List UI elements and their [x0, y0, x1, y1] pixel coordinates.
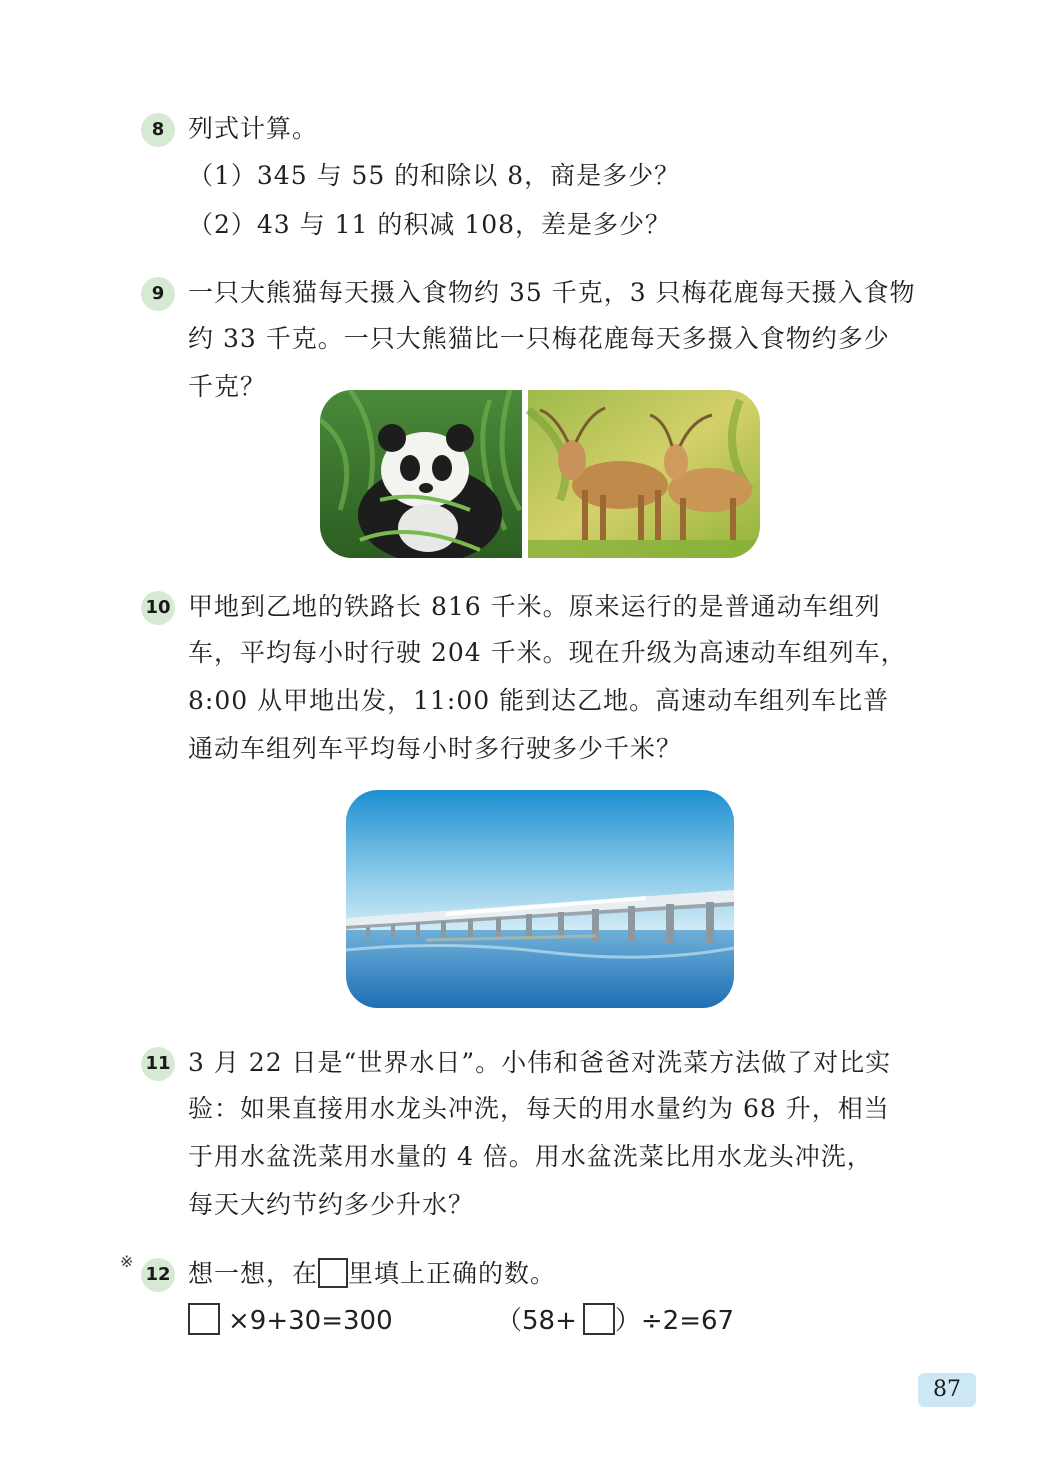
railway-bridge-photo: [346, 790, 734, 1008]
question-text-line: 8:00 从甲地出发，11:00 能到达乙地。高速动车组列车比普: [188, 686, 890, 715]
question-number-badge: 9: [141, 277, 175, 311]
question-title-before: 想一想，在: [188, 1259, 319, 1288]
equation-1-text: ×9+30=300: [228, 1306, 393, 1336]
question-text-line: 约 33 千克。一只大熊猫比一只梅花鹿每天多摄入食物约多少: [188, 324, 890, 353]
optional-question-mark: ※: [120, 1252, 134, 1271]
question-number-badge: 11: [141, 1047, 175, 1081]
panda-deer-photo: [320, 390, 760, 558]
question-text-line: 甲地到乙地的铁路长 816 千米。原来运行的是普通动车组列: [188, 592, 881, 621]
question-text-line: 车，平均每小时行驶 204 千米。现在升级为高速动车组列车，: [188, 638, 907, 667]
question-number-badge: 8: [141, 113, 175, 147]
question-text-line: 3 月 22 日是“世界水日”。小伟和爸爸对洗菜方法做了对比实: [188, 1048, 892, 1077]
answer-box[interactable]: [188, 1303, 220, 1335]
bridge-illustration: [346, 790, 734, 1008]
question-number-badge: 12: [141, 1258, 175, 1292]
question-text-line: 验：如果直接用水龙头冲洗，每天的用水量约为 68 升，相当: [188, 1094, 890, 1123]
page-number: 87: [918, 1373, 976, 1407]
equation-2: [496, 1302, 734, 1340]
question-title: [188, 1256, 556, 1292]
question-text-line: 千克？: [188, 372, 267, 401]
answer-box[interactable]: [583, 1303, 615, 1335]
question-text-line: 于用水盆洗菜用水量的 4 倍。用水盆洗菜比用水龙头冲洗，: [188, 1142, 873, 1171]
question-text-line: 通动车组列车平均每小时多行驶多少千米？: [188, 734, 683, 763]
question-title-after: 里填上正确的数。: [348, 1259, 557, 1288]
question-text-line: 一只大熊猫每天摄入食物约 35 千克，3 只梅花鹿每天摄入食物: [188, 278, 916, 307]
equation-2-open: （58+: [496, 1306, 577, 1336]
equation-2-close: ）÷2=67: [614, 1306, 735, 1336]
question-title: 列式计算。: [188, 114, 319, 143]
question-number-badge: 10: [141, 591, 175, 625]
equation-1: [188, 1302, 393, 1340]
question-item: （1）345 与 55 的和除以 8，商是多少？: [188, 161, 681, 190]
question-item: （2）43 与 11 的积减 108，差是多少？: [188, 210, 672, 239]
question-text-line: 每天大约节约多少升水？: [188, 1190, 475, 1219]
panda-deer-illustration: [320, 390, 760, 558]
blank-box-icon: [318, 1258, 348, 1288]
